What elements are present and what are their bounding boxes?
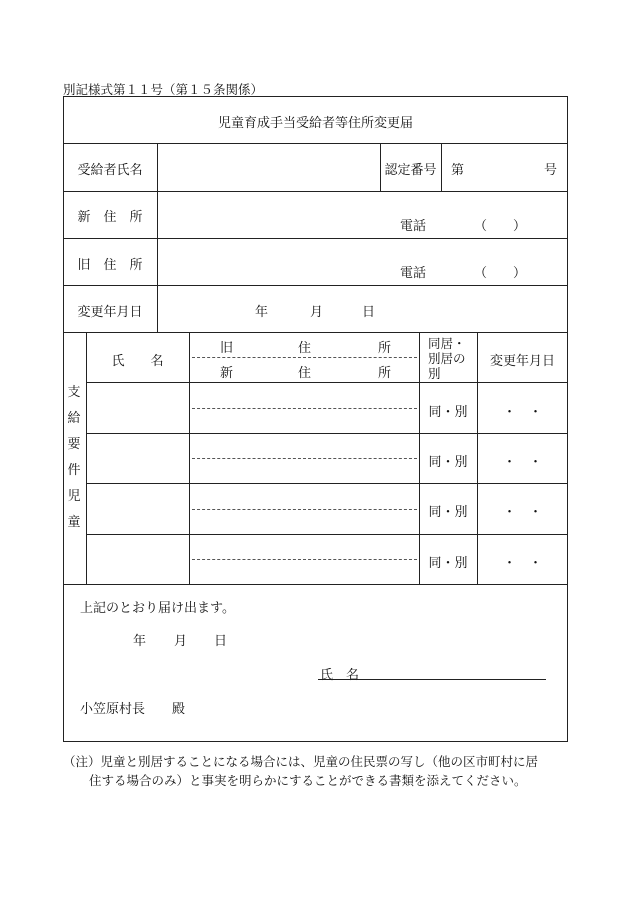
child-change-date-header: 変更年月日: [489, 354, 555, 369]
cohabit-header: 同居・ 別居の 別: [428, 336, 466, 381]
divider: [63, 584, 568, 585]
cert-number-prefix: 第: [451, 163, 465, 178]
cohabit-choice[interactable]: 同・別: [428, 505, 468, 520]
child-address-field[interactable]: [190, 535, 418, 583]
old-address-label: 旧 住 所: [77, 258, 143, 273]
form-title: 児童育成手当受給者等住所変更届: [217, 116, 413, 131]
declaration-year: 年: [133, 634, 147, 649]
child-address-field[interactable]: [190, 383, 418, 432]
recipient-name-label: 受給者氏名: [77, 163, 143, 178]
new-address-label: 新 住 所: [77, 210, 143, 225]
child-change-date[interactable]: ・ ・: [502, 455, 542, 470]
change-date-day: 日: [362, 305, 376, 320]
declaration-day: 日: [214, 634, 228, 649]
declaration-text: 上記のとおり届け出ます。: [80, 601, 235, 616]
child-name-field[interactable]: [87, 484, 188, 533]
cert-number-field[interactable]: [465, 144, 540, 190]
signature-name-label: 氏 名: [320, 668, 360, 683]
cohabit-choice[interactable]: 同・別: [428, 405, 468, 420]
old-phone-parens: （ ）: [474, 266, 527, 281]
change-date-year: 年: [255, 305, 269, 320]
dashed-divider: [192, 357, 417, 358]
new-phone-parens: （ ）: [474, 219, 527, 234]
divider: [441, 143, 442, 191]
cert-number-suffix: 号: [544, 163, 558, 178]
child-address-field[interactable]: [190, 434, 418, 482]
child-name-field[interactable]: [87, 535, 188, 583]
old-phone-label: 電話: [400, 266, 427, 281]
new-phone-label: 電話: [400, 219, 427, 234]
divider: [63, 332, 568, 333]
addressee: 小笠原村長: [80, 702, 146, 717]
declaration-month: 月: [174, 634, 188, 649]
addressee-honorific: 殿: [172, 702, 186, 717]
child-name-field[interactable]: [87, 383, 188, 432]
form-id: 別記様式第１１号（第１５条関係）: [63, 82, 264, 97]
child-change-date[interactable]: ・ ・: [502, 405, 542, 420]
change-date-month: 月: [310, 305, 324, 320]
child-name-field[interactable]: [87, 434, 188, 482]
signature-line: [318, 679, 546, 680]
cohabit-choice[interactable]: 同・別: [428, 556, 468, 571]
change-date-label: 変更年月日: [77, 305, 143, 320]
signature-field[interactable]: [360, 660, 546, 678]
child-address-field[interactable]: [190, 484, 418, 533]
old-address-header: 旧: [220, 341, 234, 356]
footnote: （注）児童と別居することになる場合には、児童の住民票の写し（他の区市町村に居 住する場合のみ）と事実を明らかにすることができる書類を添えてください。: [63, 754, 539, 788]
children-side-label: 支 給 要 件 児 童: [67, 385, 81, 530]
cert-number-label: 認定番号: [384, 163, 437, 178]
child-name-header: 氏 名: [111, 354, 164, 369]
child-change-date[interactable]: ・ ・: [502, 505, 542, 520]
child-change-date[interactable]: ・ ・: [502, 556, 542, 571]
recipient-name-field[interactable]: [158, 144, 379, 190]
cohabit-choice[interactable]: 同・別: [428, 455, 468, 470]
new-address-header: 新: [220, 366, 234, 381]
